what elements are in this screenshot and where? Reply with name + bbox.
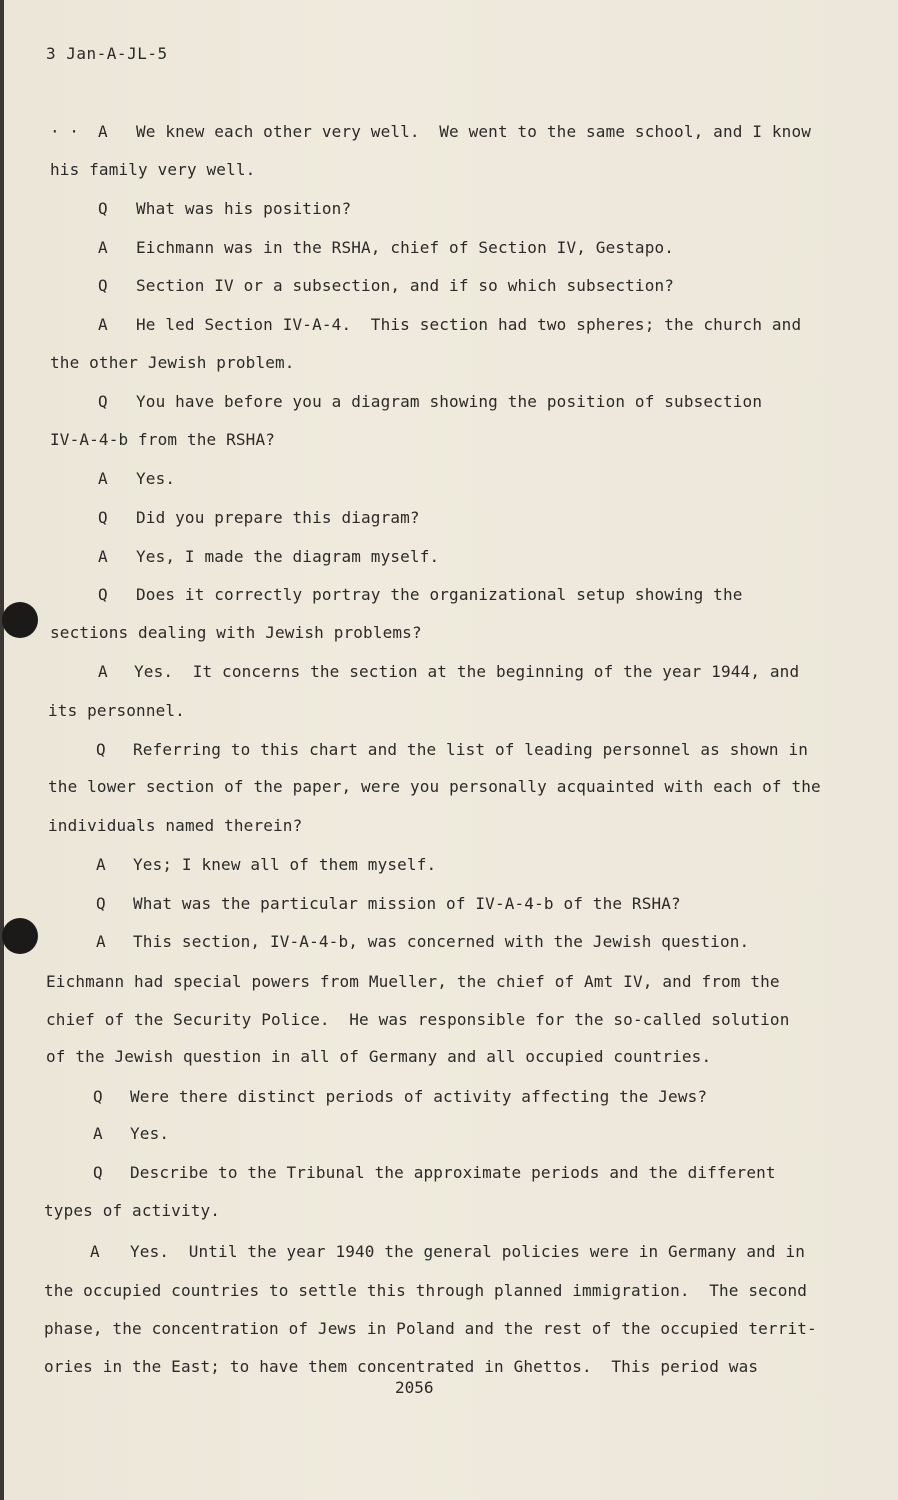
transcript-line: the occupied countries to settle this through planned immigration. The second: [44, 1281, 808, 1300]
speaker-a: A: [98, 547, 108, 566]
transcript-line: Yes.: [136, 469, 176, 488]
transcript-line: We knew each other very well. We went to the same school, and I know: [136, 122, 812, 141]
speaker-q: Q: [98, 276, 108, 295]
transcript-line: Does it correctly portray the organizational setup showing the: [136, 585, 743, 604]
speaker-q: Q: [96, 894, 106, 913]
transcript-line: his family very well.: [50, 160, 256, 179]
transcript-line: Yes.: [130, 1124, 170, 1143]
speaker-a: A: [93, 1124, 103, 1143]
transcript-line: Yes. It concerns the section at the beginning of the year 1944, and: [134, 662, 800, 681]
transcript-line: ories in the East; to have them concentrated in Ghettos. This period was: [44, 1357, 759, 1376]
speaker-a: A: [98, 122, 108, 141]
transcript-line: Yes. Until the year 1940 the general policies were in Germany and in: [130, 1242, 806, 1261]
punch-hole: [2, 602, 38, 638]
transcript-line: chief of the Security Police. He was responsible for the so-called solution: [46, 1010, 790, 1029]
page-identifier: 3 Jan-A-JL-5: [46, 44, 168, 63]
transcript-line: Were there distinct periods of activity affecting the Jews?: [130, 1087, 708, 1106]
transcript-line: Eichmann had special powers from Mueller, the chief of Amt IV, and from the: [46, 972, 780, 991]
speaker-a: A: [98, 238, 108, 257]
transcript-line: You have before you a diagram showing the position of subsection: [136, 392, 763, 411]
speaker-a: A: [98, 469, 108, 488]
speaker-q: Q: [98, 392, 108, 411]
transcript-line: This section, IV-A-4-b, was concerned with the Jewish question.: [133, 932, 750, 951]
speaker-q: Q: [98, 585, 108, 604]
transcript-line: phase, the concentration of Jews in Poland and the rest of the occupied territ-: [44, 1319, 817, 1338]
page-number: 2056: [395, 1378, 434, 1397]
transcript-line: What was the particular mission of IV-A-4-b of the RSHA?: [133, 894, 681, 913]
transcript-line: What was his position?: [136, 199, 352, 218]
transcript-line: Yes; I knew all of them myself.: [133, 855, 437, 874]
margin-mark: · ·: [50, 122, 79, 141]
transcript-line: Section IV or a subsection, and if so which subsection?: [136, 276, 675, 295]
speaker-q: Q: [98, 508, 108, 527]
transcript-line: types of activity.: [44, 1201, 221, 1220]
transcript-line: Eichmann was in the RSHA, chief of Section IV, Gestapo.: [136, 238, 675, 257]
speaker-a: A: [96, 855, 106, 874]
transcript-line: IV-A-4-b from the RSHA?: [50, 430, 276, 449]
transcript-line: He led Section IV-A-4. This section had two spheres; the church and: [136, 315, 802, 334]
transcript-line: Referring to this chart and the list of leading personnel as shown in: [133, 740, 809, 759]
speaker-a: A: [96, 932, 106, 951]
transcript-line: individuals named therein?: [48, 816, 303, 835]
speaker-q: Q: [93, 1087, 103, 1106]
transcript-line: its personnel.: [48, 701, 185, 720]
speaker-q: Q: [96, 740, 106, 759]
speaker-q: Q: [93, 1163, 103, 1182]
transcript-line: of the Jewish question in all of Germany and all occupied countries.: [46, 1047, 712, 1066]
speaker-a: A: [90, 1242, 100, 1261]
page-edge-shadow: [0, 0, 4, 1500]
speaker-q: Q: [98, 199, 108, 218]
transcript-line: the lower section of the paper, were you personally acquainted with each of the: [48, 777, 821, 796]
transcript-line: Yes, I made the diagram myself.: [136, 547, 440, 566]
punch-hole: [2, 918, 38, 954]
speaker-a: A: [98, 315, 108, 334]
transcript-line: the other Jewish problem.: [50, 353, 295, 372]
transcript-line: Did you prepare this diagram?: [136, 508, 420, 527]
speaker-a: A: [98, 662, 108, 681]
transcript-line: sections dealing with Jewish problems?: [50, 623, 422, 642]
transcript-line: Describe to the Tribunal the approximate periods and the different: [130, 1163, 776, 1182]
